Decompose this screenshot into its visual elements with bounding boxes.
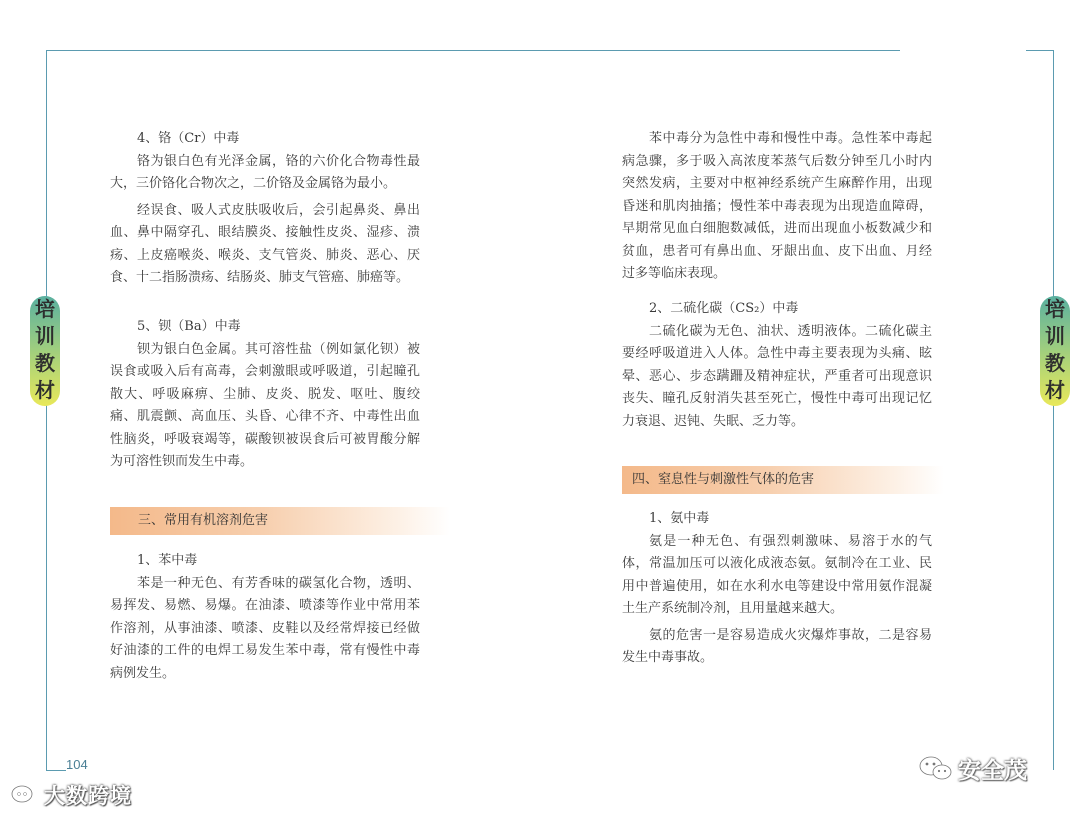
- text-line: 剂，且用量越来越大。: [713, 601, 844, 616]
- benzene-paragraph: [110, 573, 420, 686]
- page-frame-top-right: [1026, 50, 1054, 51]
- text-line: 苯中毒分为急性中毒和慢性中毒。急性苯中毒起病急: [622, 131, 932, 169]
- text-line: 的电焊工易发生苯中毒，常有慢性中毒病例发生。: [110, 643, 420, 681]
- benzene-heading: 1、苯中毒: [137, 553, 198, 568]
- text-line: 抽搐；慢性苯中毒表现为出现造血障碍，早期常见血白细: [622, 198, 932, 236]
- chromium-paragraph-1: [110, 151, 420, 196]
- benzene-poisoning-block: [110, 550, 420, 685]
- side-tab-char: 培: [35, 297, 55, 321]
- text-line: 心、步态蹒跚及精神症状，严重者可出现意识丧失、瞳孔: [622, 368, 932, 406]
- text-line: 或吸入后有高毒，会刺激眼或呼吸道，引起瞳孔散大、呼: [110, 364, 420, 402]
- chat-bubble-icon: [10, 784, 40, 811]
- text-line: 三价铬化合物次之，二价铬及金属铬为最小。: [136, 176, 397, 191]
- side-tab-char: 材: [1045, 378, 1065, 402]
- ammonia-heading: 1、氨中毒: [649, 511, 710, 526]
- text-line: 病，主要对中枢神经系统产生麻醉作用，出现昏迷和肌肉: [622, 176, 932, 214]
- chromium-poisoning-block: [110, 128, 420, 290]
- page-frame-left: [46, 50, 47, 770]
- text-line: 发、易燃、易爆。在油漆、喷漆等作业中常用苯作溶剂，: [110, 598, 420, 636]
- text-line: 用，如在水利水电等建设中常用氨作混凝土生产系统制冷: [622, 578, 932, 616]
- benzene-continued-paragraph: [622, 128, 932, 286]
- cs2-heading: 2、二硫化碳（CS₂）中毒: [649, 301, 799, 316]
- section-title-organic-solvents: 三、常用有机溶剂危害: [110, 507, 450, 535]
- ammonia-paragraph-2: [622, 625, 932, 670]
- benzene-continued-block: [622, 128, 932, 286]
- cs2-paragraph: [622, 321, 932, 434]
- text-line: 中毒事故。: [648, 650, 714, 665]
- text-line: 呼吸道进入人体。急性中毒主要表现为头痛、眩晕、恶: [622, 346, 932, 384]
- text-line: 等，碳酸钡被误食后可被胃酸分解为可溶性钡而发生中: [110, 431, 420, 469]
- side-tab-char: 材: [35, 378, 55, 402]
- side-tab-right: [1040, 296, 1070, 406]
- text-line: 骤，多于吸入高浓度苯蒸气后数分钟至几小时内突然发: [622, 153, 932, 191]
- text-line: 氨是一种无色、有强烈刺激味、易溶于水的气体，常: [622, 533, 932, 571]
- barium-heading: 5、钡（Ba）中毒: [137, 319, 241, 334]
- text-line: 二硫化碳为无色、油状、透明液体。二硫化碳主要经: [622, 323, 932, 361]
- text-line: 氨的危害一是容易造成火灾爆炸事故，二是容易发生: [622, 627, 932, 665]
- text-line: 从事油漆、喷漆、皮鞋以及经常焊接已经做好油漆的工件: [110, 620, 420, 658]
- side-tab-char: 教: [35, 351, 55, 375]
- side-tab-char: 培: [1045, 297, 1065, 321]
- page-frame-right: [1053, 50, 1054, 770]
- text-line: 血压、头昏、心律不齐、中毒性出血性脑炎，呼吸衰竭: [110, 409, 420, 447]
- text-line: 癌喉炎、喉炎、支气管炎、肺炎、恶心、厌食、十二指肠: [110, 247, 420, 285]
- section-title-asphyxiant-gases: 四、窒息性与刺激性气体的危害: [622, 466, 944, 494]
- chromium-paragraph-2: [110, 200, 420, 290]
- text-line: 经误食、吸人式皮肤吸收后，会引起鼻炎、鼻出血、: [110, 202, 420, 240]
- text-line: 失眠、乏力等。: [713, 413, 805, 429]
- barium-paragraph: [110, 339, 420, 474]
- chromium-heading: 4、铬（Cr）中毒: [137, 131, 240, 146]
- page-number: 104: [66, 757, 88, 772]
- text-line: 胞数减低，进而出现血小板数减少和贫血，患者可有鼻出: [622, 221, 932, 259]
- text-line: 血、牙龈出血、皮下出血、月经过多等临床表现。: [622, 243, 932, 281]
- text-line: 钡为银白色金属。其可溶性盐（例如氯化钡）被误食: [110, 341, 420, 379]
- side-tab-left: [30, 296, 60, 406]
- watermark-right: [918, 752, 1027, 789]
- page-frame-bottom-left: [46, 770, 66, 771]
- text-line: 吸麻痹、尘肺、皮炎、脱发、呕吐、腹绞痛、肌震颤、高: [110, 386, 420, 424]
- text-line: 溃疡、结肠炎、肺支气管癌、肺癌等。: [188, 270, 410, 285]
- side-tab-char: 教: [1045, 351, 1065, 375]
- wechat-icon: [918, 755, 954, 789]
- ammonia-poisoning-block: [622, 508, 932, 670]
- side-tab-char: 训: [35, 324, 55, 348]
- page-frame-top-left: [46, 50, 900, 51]
- ammonia-paragraph-1: [622, 531, 932, 621]
- watermark-left: [10, 780, 132, 811]
- watermark-right-text: 安全茂: [958, 758, 1027, 784]
- text-line: 铬为银白色有光泽金属，铬的六价化合物毒性最大，: [110, 153, 420, 191]
- text-line: 反射消失甚至死亡，慢性中毒可出现记忆力衰退、迟钝、: [622, 391, 932, 429]
- watermark-left-text: 大数跨境: [44, 784, 132, 808]
- cs2-poisoning-block: [622, 298, 932, 433]
- text-line: 毒。: [227, 454, 254, 469]
- text-line: 鼻中隔穿孔、眼结膜炎、接触性皮炎、湿疹、溃疡、上皮: [110, 225, 420, 263]
- text-line: 温加压可以液化成液态氨。氨制冷在工业、民用中普遍使: [622, 556, 932, 594]
- side-tab-char: 训: [1045, 324, 1065, 348]
- barium-poisoning-block: [110, 316, 420, 474]
- text-line: 苯是一种无色、有芳香味的碳氢化合物，透明、易挥: [110, 575, 420, 613]
